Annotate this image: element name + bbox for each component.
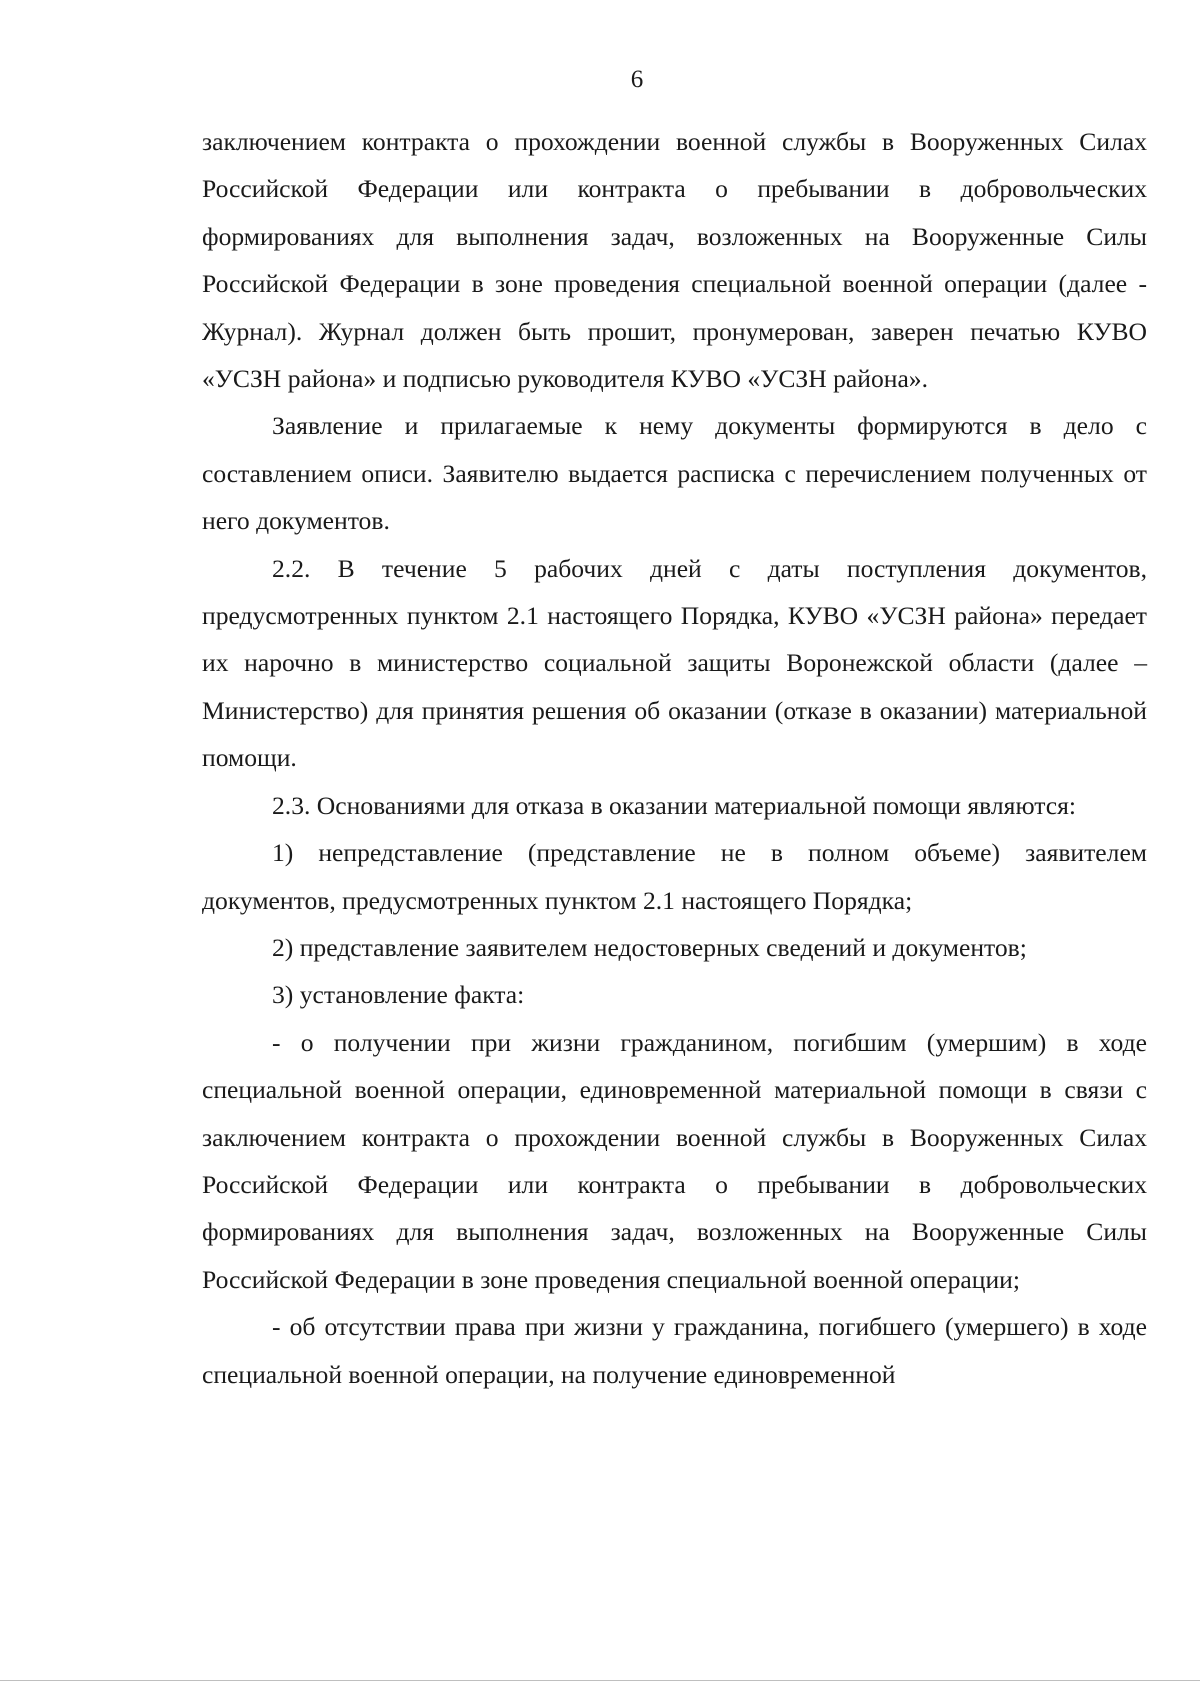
page-number: 6 <box>630 66 644 93</box>
list-item-refusal-3: 3) установление факта: <box>272 980 525 1010</box>
sub-item-previous-assistance: - о получении при жизни гражданином, погибшим (умершим) в ходе специальной военной операции, единовременной материальной помощи в связи с заключением контракта о прохождении военной службы в Вооруженных Силах Российской Федерации или контракта о пребывании в добровольческих формированиях для выполнения задач, возложенных на Вооруженные Силы Российской Федерации в зоне проведения специальной военной операции; <box>202 1027 1147 1294</box>
paragraph-section-2-2: 2.2. В течение 5 рабочих дней с даты поступления документов, предусмотренных пунктом 2.1 настоящего Порядка, КУВО «УСЗН района» передает их нарочно в министерство социальной защиты Воронежской области (далее – Министерство) для принятия решения об оказании (отказе в оказании) материальной помощи. <box>202 553 1147 773</box>
document-body <box>202 118 1147 1398</box>
page-bottom-edge <box>0 1680 1200 1681</box>
paragraph-section-2-3: 2.3. Основаниями для отказа в оказании материальной помощи являются: <box>272 790 1076 820</box>
list-item-refusal-2: 2) представление заявителем недостоверных сведений и документов; <box>272 932 1027 962</box>
list-item-refusal-1: 1) непредставление (представление не в полном объеме) заявителем документов, предусмотренных пунктом 2.1 настоящего Порядка; <box>202 838 1147 915</box>
paragraph-journal-continuation: заключением контракта о прохождении военной службы в Вооруженных Силах Российской Федерации или контракта о пребывании в добровольческих формированиях для выполнения задач, возложенных на Вооруженные Силы Российской Федерации в зоне проведения специальной военной операции (далее - Журнал). Журнал должен быть прошит, пронумерован, заверен печатью КУВО «УСЗН района» и подписью руководителя КУВО «УСЗН района». <box>202 127 1147 394</box>
paragraph-application-documents: Заявление и прилагаемые к нему документы формируются в дело с составлением описи. Заявителю выдается расписка с перечислением полученных от него документов. <box>202 411 1147 536</box>
sub-item-no-entitlement: - об отсутствии права при жизни у гражданина, погибшего (умершего) в ходе специальной военной операции, на получение единовременной <box>202 1312 1147 1389</box>
